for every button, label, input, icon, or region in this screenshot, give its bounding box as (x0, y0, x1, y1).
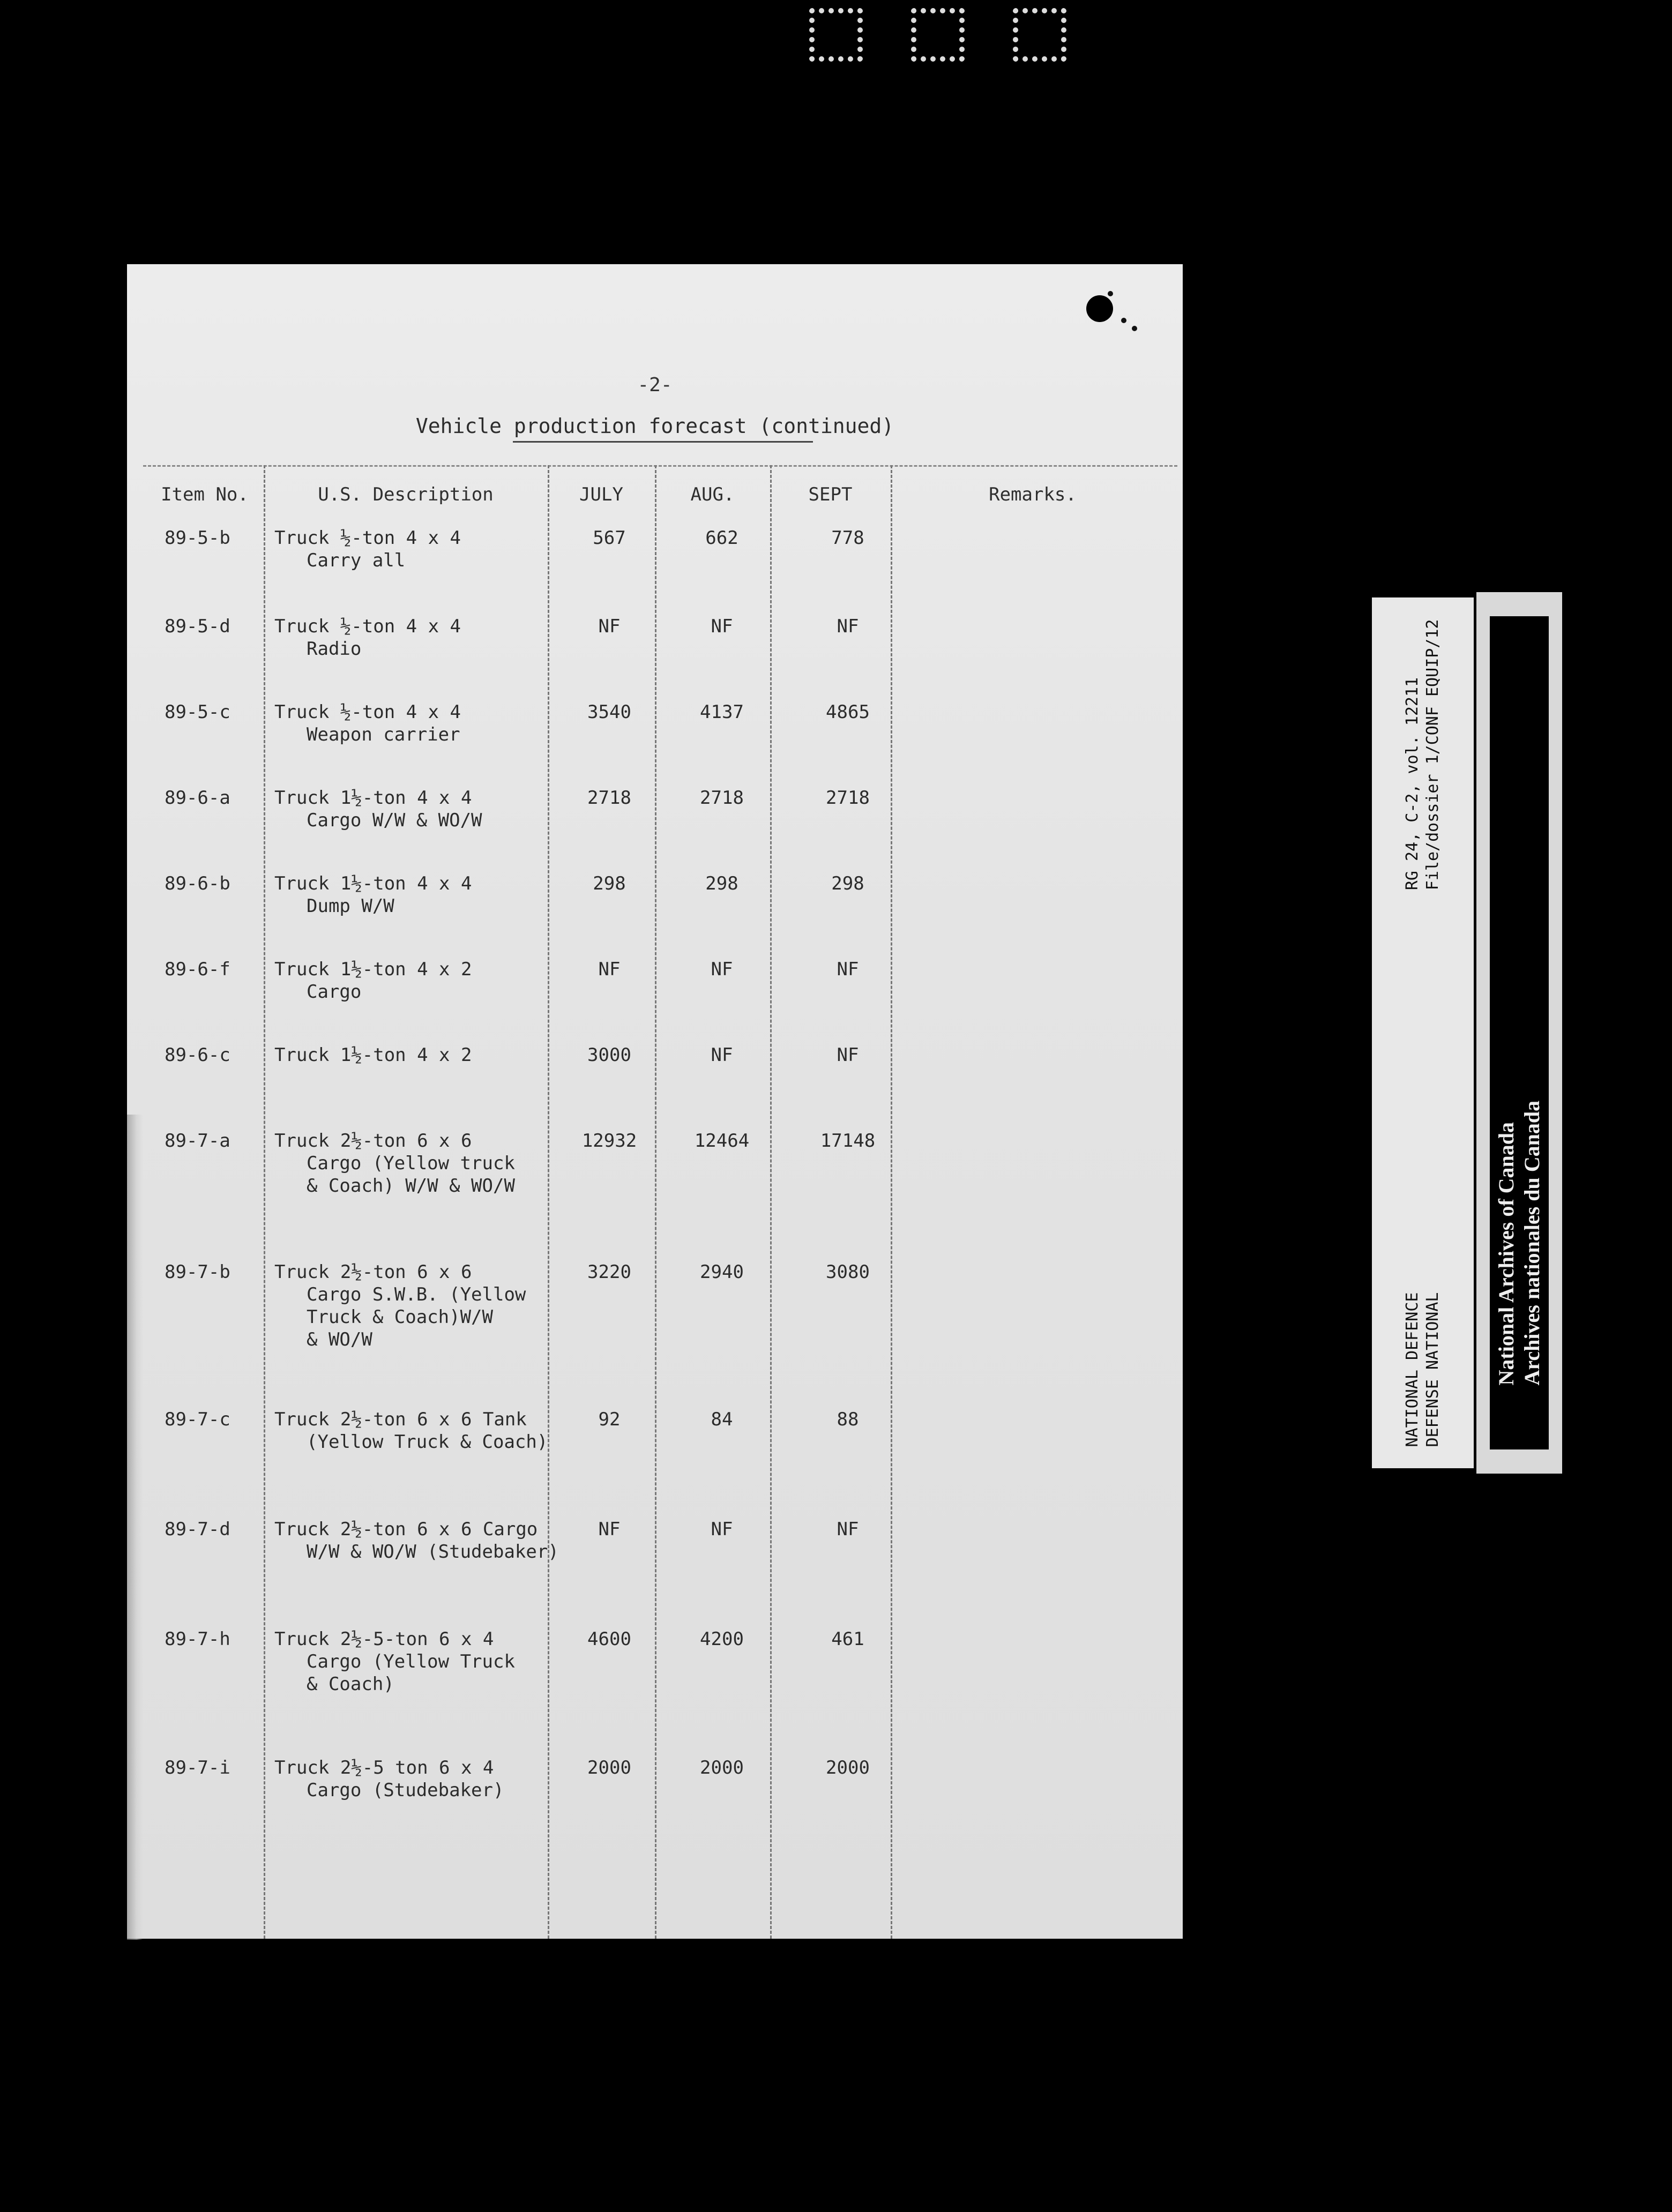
description-line: & Coach) W/W & WO/W (307, 1175, 515, 1197)
archives-label-band (1490, 616, 1549, 1449)
item-number-cell: 89-7-b (165, 1261, 230, 1283)
description-line: Truck ½-ton 4 x 4 (274, 527, 461, 549)
aug-value-cell: NF (711, 1519, 733, 1540)
aug-value-cell: 4200 (700, 1628, 744, 1650)
july-value-cell: 4600 (587, 1628, 631, 1650)
sept-value-cell: 2000 (826, 1757, 870, 1778)
description-line: Truck 2½-5 ton 6 x 4 (274, 1757, 494, 1778)
description-cell (274, 1757, 553, 1802)
header-aug: AUG. (690, 484, 735, 505)
description-cell (274, 1130, 553, 1197)
header-july: JULY (579, 484, 623, 505)
july-value-cell: 12932 (581, 1130, 637, 1152)
july-value-cell: 3220 (587, 1261, 631, 1283)
reference-line: File/dossier 1/CONF EQUIP/12 (1423, 619, 1442, 890)
item-number-cell: 89-5-d (165, 616, 230, 637)
item-number-cell: 89-6-a (165, 787, 230, 809)
description-line: Truck ½-ton 4 x 4 (274, 616, 461, 637)
description-line: & Coach) (307, 1673, 394, 1695)
aug-value-cell: 2000 (700, 1757, 744, 1778)
table-row (127, 615, 1183, 696)
july-value-cell: 92 (598, 1409, 621, 1430)
sept-value-cell: NF (837, 1519, 859, 1540)
july-value-cell: NF (598, 616, 621, 637)
description-cell (274, 1261, 553, 1351)
sept-value-cell: 298 (831, 873, 864, 894)
table-row (127, 1518, 1183, 1598)
page-number: -2- (637, 374, 673, 396)
table-row (127, 787, 1183, 867)
description-cell (274, 1518, 559, 1563)
sept-value-cell: 2718 (826, 787, 870, 809)
description-line: Cargo (Yellow truck (307, 1153, 515, 1174)
july-value-cell: 3000 (587, 1044, 631, 1066)
description-cell (274, 1044, 553, 1066)
item-number-cell: 89-5-c (165, 701, 230, 723)
frame-digit-1 (809, 8, 863, 62)
aug-value-cell: 662 (705, 527, 738, 549)
description-line: Truck 2½-ton 6 x 6 Cargo (274, 1519, 538, 1540)
table-row (127, 1628, 1183, 1708)
description-line: Truck 1½-ton 4 x 4 (274, 873, 472, 894)
description-line: Radio (307, 638, 362, 660)
item-number-cell: 89-7-h (165, 1628, 230, 1650)
description-line: Cargo W/W & WO/W (307, 810, 482, 831)
description-line: Weapon carrier (307, 724, 460, 745)
frame-number-mark (809, 0, 1066, 70)
table-row (127, 701, 1183, 781)
item-number-cell: 89-7-a (165, 1130, 230, 1152)
july-value-cell: 2000 (587, 1757, 631, 1778)
department-line: DEFENSE NATIONAL (1423, 1292, 1442, 1447)
table-row (127, 1408, 1183, 1489)
sept-value-cell: 17148 (820, 1130, 876, 1152)
archives-name-en: National Archives of Canada (1494, 1122, 1518, 1385)
description-line: Truck 2½-ton 6 x 6 Tank (274, 1409, 527, 1430)
aug-value-cell: 84 (711, 1409, 733, 1430)
department-line: NATIONAL DEFENCE (1403, 1292, 1422, 1447)
description-line: Dump W/W (307, 895, 394, 917)
sept-value-cell: NF (837, 616, 859, 637)
sept-value-cell: NF (837, 959, 859, 980)
item-number-cell: 89-7-i (165, 1757, 230, 1778)
aug-value-cell: 4137 (700, 701, 744, 723)
description-cell (274, 1628, 553, 1695)
sept-value-cell: 778 (831, 527, 864, 549)
department-block (1404, 1292, 1442, 1447)
table-row (127, 872, 1183, 953)
sept-value-cell: 4865 (826, 701, 870, 723)
table-row (127, 958, 1183, 1038)
july-value-cell: 2718 (587, 787, 631, 809)
reference-line: RG 24, C-2, vol. 12211 (1403, 677, 1422, 890)
aug-value-cell: NF (711, 1044, 733, 1066)
reference-block (1404, 619, 1442, 890)
header-item-no: Item No. (161, 484, 249, 505)
sept-value-cell: 3080 (826, 1261, 870, 1283)
aug-value-cell: 298 (705, 873, 738, 894)
description-cell (274, 701, 553, 746)
description-line: Truck 2½-ton 6 x 6 (274, 1261, 472, 1283)
aug-value-cell: 2718 (700, 787, 744, 809)
table-row (127, 1757, 1183, 1837)
item-number-cell: 89-7-d (165, 1519, 230, 1540)
archive-reference-label (1372, 597, 1474, 1468)
july-value-cell: NF (598, 1519, 621, 1540)
sept-value-cell: 88 (837, 1409, 859, 1430)
sept-value-cell: 461 (831, 1628, 864, 1650)
july-value-cell: NF (598, 959, 621, 980)
header-description: U.S. Description (318, 484, 494, 505)
header-sept: SEPT (808, 484, 853, 505)
sheet-edge-shadow (127, 1115, 143, 1940)
description-line: & WO/W (307, 1329, 372, 1350)
description-line: (Yellow Truck & Coach) (307, 1431, 548, 1453)
description-cell (274, 872, 553, 917)
table-row (127, 1261, 1183, 1350)
item-number-cell: 89-7-c (165, 1409, 230, 1430)
description-cell (274, 787, 553, 832)
july-value-cell: 3540 (587, 701, 631, 723)
description-cell (274, 1408, 553, 1453)
description-line: Cargo (Yellow Truck (307, 1651, 515, 1672)
description-line: Carry all (307, 550, 406, 571)
aug-value-cell: NF (711, 959, 733, 980)
document-sheet (127, 264, 1183, 1939)
forecast-table (127, 264, 1183, 1939)
frame-digit-3 (1013, 8, 1066, 62)
page-title: Vehicle production forecast (continued) (415, 414, 894, 438)
description-line: Cargo (307, 981, 362, 1003)
description-line: Truck & Coach)W/W (307, 1306, 493, 1328)
description-line: Cargo S.W.B. (Yellow (307, 1284, 526, 1305)
table-row (127, 1044, 1183, 1124)
description-line: Truck 1½-ton 4 x 2 (274, 959, 472, 980)
description-cell (274, 527, 553, 572)
frame-digit-2 (911, 8, 965, 62)
aug-value-cell: 12464 (694, 1130, 750, 1152)
description-line: Truck 2½-5-ton 6 x 4 (274, 1628, 494, 1650)
aug-value-cell: NF (711, 616, 733, 637)
header-remarks: Remarks. (989, 484, 1077, 505)
sept-value-cell: NF (837, 1044, 859, 1066)
table-row (127, 527, 1183, 607)
description-line: Truck 2½-ton 6 x 6 (274, 1130, 472, 1152)
description-line: Truck 1½-ton 4 x 4 (274, 787, 472, 809)
description-line: Truck 1½-ton 4 x 2 (274, 1044, 472, 1066)
description-line: Truck ½-ton 4 x 4 (274, 701, 461, 723)
description-line: W/W & WO/W (Studebaker) (307, 1541, 559, 1563)
item-number-cell: 89-6-f (165, 959, 230, 980)
description-line: Cargo (Studebaker) (307, 1780, 504, 1801)
july-value-cell: 567 (593, 527, 626, 549)
archives-label (1476, 592, 1562, 1474)
item-number-cell: 89-6-c (165, 1044, 230, 1066)
description-cell (274, 615, 553, 660)
item-number-cell: 89-5-b (165, 527, 230, 549)
july-value-cell: 298 (593, 873, 626, 894)
description-cell (274, 958, 553, 1003)
item-number-cell: 89-6-b (165, 873, 230, 894)
archives-name-fr: Archives nationales du Canada (1520, 1100, 1544, 1385)
aug-value-cell: 2940 (700, 1261, 744, 1283)
table-row (127, 1130, 1183, 1210)
